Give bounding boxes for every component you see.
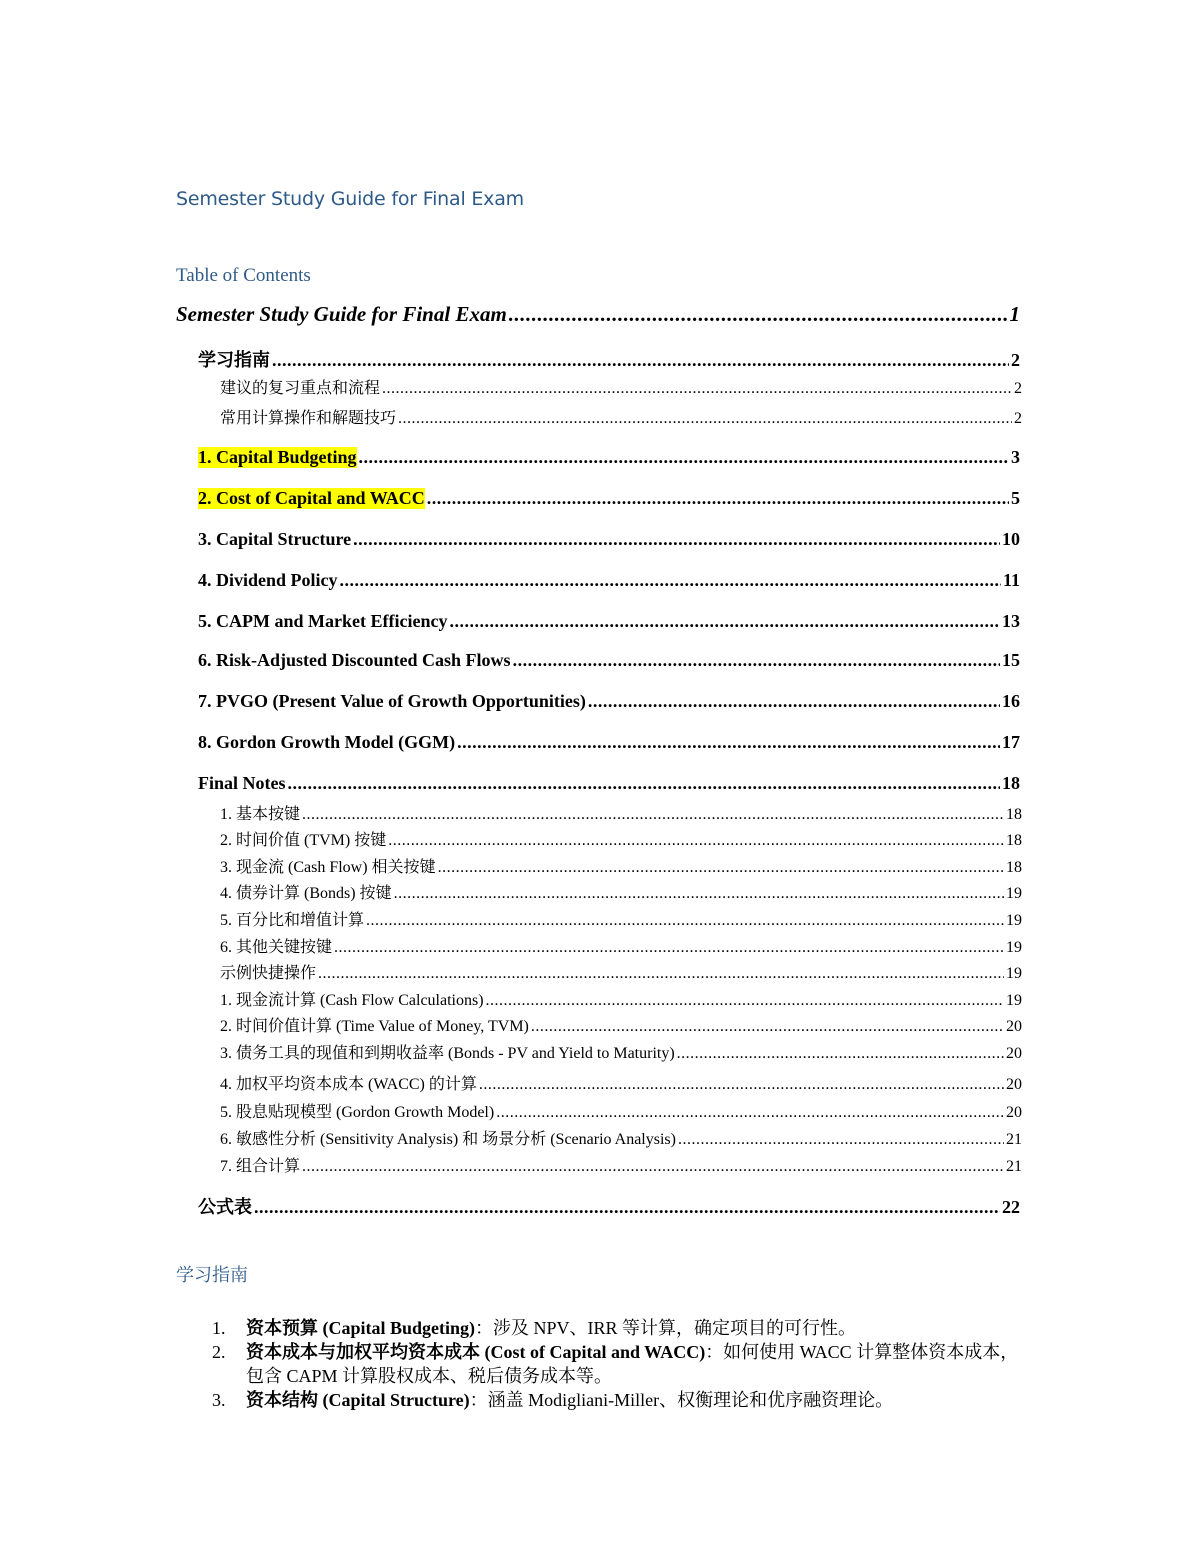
toc-entry-label: 公式表 <box>198 1197 252 1217</box>
list-item-term: 资本预算 (Capital Budgeting) <box>246 1318 476 1338</box>
toc-entry[interactable] <box>220 1013 1022 1036</box>
toc-leader-dots <box>382 380 1012 398</box>
toc-entry[interactable] <box>220 405 1022 428</box>
toc-leader-dots <box>366 912 1004 930</box>
toc-leader-dots <box>254 1197 1000 1218</box>
toc-entry-page: 19 <box>1006 992 1022 1009</box>
toc-entry-label: 6. 其他关键按键 <box>220 939 333 956</box>
toc-leader-dots <box>398 410 1012 428</box>
list-item-term: 资本成本与加权平均资本成本 (Cost of Capital and WACC) <box>246 1342 706 1362</box>
toc-entry[interactable] <box>198 447 1020 468</box>
toc-leader-dots <box>388 832 1004 850</box>
toc-entry[interactable] <box>220 827 1022 850</box>
toc-leader-dots <box>509 302 1008 327</box>
toc-entry-label: 5. 百分比和增值计算 <box>220 912 365 929</box>
toc-entry-page: 2 <box>1014 380 1022 397</box>
toc-leader-dots <box>394 885 1004 903</box>
toc-entry[interactable] <box>220 1126 1022 1149</box>
toc-leader-dots <box>334 939 1004 957</box>
toc-entry-label: 4. 债券计算 (Bonds) 按键 <box>220 885 392 902</box>
toc-leader-dots <box>531 1018 1004 1036</box>
list-item <box>176 1340 1026 1388</box>
toc-leader-dots <box>318 965 1004 983</box>
toc-entry-page: 20 <box>1006 1076 1022 1093</box>
toc-entry[interactable] <box>220 375 1022 398</box>
toc-entry-label: 8. Gordon Growth Model (GGM) <box>198 732 456 752</box>
toc-entry-label: 2. 时间价值计算 (Time Value of Money, TVM) <box>220 1018 529 1035</box>
toc-entry-page: 3 <box>1011 447 1020 467</box>
toc-entry[interactable] <box>198 732 1020 753</box>
toc-leader-dots <box>302 806 1004 824</box>
toc-entry[interactable] <box>198 570 1020 591</box>
toc-entry-label: Semester Study Guide for Final Exam <box>176 302 507 326</box>
toc-entry-page: 18 <box>1006 859 1022 876</box>
toc-entry[interactable] <box>198 773 1020 794</box>
toc-entry-page: 2 <box>1011 350 1020 370</box>
toc-entry-page: 5 <box>1011 488 1020 508</box>
list-item-text <box>246 1388 1026 1412</box>
numbered-list <box>176 1316 1026 1412</box>
toc-leader-dots <box>588 691 1000 712</box>
toc-entry-page: 22 <box>1002 1197 1020 1217</box>
toc-entry[interactable] <box>220 934 1022 957</box>
toc-leader-dots <box>486 992 1004 1010</box>
toc-entry-label: 建议的复习重点和流程 <box>220 380 381 397</box>
toc-entry-label: 6. 敏感性分析 (Sensitivity Analysis) 和 场景分析 (Scenario Analysis) <box>220 1131 676 1148</box>
toc-entry-label: 5. 股息贴现模型 (Gordon Growth Model) <box>220 1104 495 1121</box>
toc-entry-page: 18 <box>1002 773 1020 793</box>
toc-entry[interactable] <box>198 1193 1020 1219</box>
toc-entry-label: 5. CAPM and Market Efficiency <box>198 611 448 631</box>
toc-entry[interactable] <box>220 1040 1022 1063</box>
list-item-text <box>246 1316 1026 1340</box>
toc-entry-label: 3. Capital Structure <box>198 529 352 549</box>
toc-leader-dots <box>677 1045 1004 1063</box>
toc-entry-page: 18 <box>1006 832 1022 849</box>
toc-entry[interactable] <box>220 801 1022 824</box>
list-item-description: ：如何使用 WACC 计算整体资本成本，包含 CAPM 计算股权成本、税后债务成本等。 <box>246 1342 1019 1386</box>
toc-entry-page: 10 <box>1002 529 1020 549</box>
toc-entry-label: 1. Capital Budgeting <box>198 447 357 467</box>
list-item-term: 资本结构 (Capital Structure) <box>246 1390 470 1410</box>
list-item-number: 3. <box>212 1390 226 1410</box>
toc-leader-dots <box>288 773 1001 794</box>
toc-entry-page: 2 <box>1014 410 1022 427</box>
toc-leader-dots <box>340 570 1001 591</box>
toc-entry-label: 4. 加权平均资本成本 (WACC) 的计算 <box>220 1076 477 1093</box>
toc-entry-page: 20 <box>1006 1018 1022 1035</box>
toc-entry-page: 19 <box>1006 912 1022 929</box>
list-item-description: ：涉及 NPV、IRR 等计算，确定项目的可行性。 <box>475 1318 857 1338</box>
toc-entry-label: 常用计算操作和解题技巧 <box>220 410 397 427</box>
list-item-number: 1. <box>212 1318 226 1338</box>
toc-leader-dots <box>513 650 1000 671</box>
toc-entry[interactable] <box>220 1099 1022 1122</box>
list-item-text <box>246 1340 1026 1388</box>
toc-entry-page: 19 <box>1006 885 1022 902</box>
toc-entry-page: 18 <box>1006 806 1022 823</box>
toc-entry-page: 19 <box>1006 939 1022 956</box>
toc-entry-label: 2. 时间价值 (TVM) 按键 <box>220 832 387 849</box>
toc-leader-dots <box>272 350 1009 371</box>
toc-entry-page: 19 <box>1006 965 1022 982</box>
toc-entry[interactable] <box>176 302 1020 327</box>
toc-entry-page: 16 <box>1002 691 1020 711</box>
list-item <box>176 1388 1026 1412</box>
toc-entry-page: 15 <box>1002 650 1020 670</box>
toc-leader-dots <box>438 859 1004 877</box>
section-heading: 学习指南 <box>176 1265 248 1286</box>
list-item <box>176 1316 1026 1340</box>
toc-entry[interactable] <box>220 907 1022 930</box>
toc-entry-page: 20 <box>1006 1045 1022 1062</box>
toc-entry[interactable] <box>220 1153 1022 1176</box>
toc-entry[interactable] <box>198 650 1020 671</box>
toc-entry[interactable] <box>220 854 1022 877</box>
toc-entry[interactable] <box>220 880 1022 903</box>
toc-entry[interactable] <box>220 1071 1022 1094</box>
toc-entry-label: 3. 债务工具的现值和到期收益率 (Bonds - PV and Yield to Maturity) <box>220 1045 675 1062</box>
toc-entry[interactable] <box>198 691 1020 712</box>
toc-entry-label: Final Notes <box>198 773 286 793</box>
toc-entry-label: 示例快捷操作 <box>220 965 317 982</box>
toc-entry-page: 1 <box>1009 302 1020 326</box>
toc-entry[interactable] <box>198 529 1020 550</box>
toc-entry[interactable] <box>198 611 1020 632</box>
toc-leader-dots <box>353 529 1000 550</box>
toc-entry-page: 21 <box>1006 1158 1022 1175</box>
list-item-description: ：涵盖 Modigliani-Miller、权衡理论和优序融资理论。 <box>469 1390 894 1410</box>
toc-leader-dots <box>496 1104 1004 1122</box>
toc-entry-label: 7. PVGO (Present Value of Growth Opportunities) <box>198 691 586 711</box>
toc-entry-page: 13 <box>1002 611 1020 631</box>
toc-leader-dots <box>302 1158 1004 1176</box>
list-item-number: 2. <box>212 1342 226 1362</box>
toc-entry-label: 4. Dividend Policy <box>198 570 338 590</box>
document-title: Semester Study Guide for Final Exam <box>176 188 524 210</box>
toc-leader-dots <box>678 1131 1004 1149</box>
toc-entry-label: 学习指南 <box>198 350 270 370</box>
toc-leader-dots <box>449 611 1000 632</box>
toc-entry[interactable] <box>198 346 1020 372</box>
toc-leader-dots <box>427 488 1009 509</box>
toc-entry[interactable] <box>220 987 1022 1010</box>
toc-leader-dots <box>359 447 1009 468</box>
toc-entry-page: 21 <box>1006 1131 1022 1148</box>
toc-entry-page: 20 <box>1006 1104 1022 1121</box>
toc-entry[interactable] <box>198 488 1020 509</box>
toc-entry[interactable] <box>220 960 1022 983</box>
toc-entry-label: 3. 现金流 (Cash Flow) 相关按键 <box>220 859 436 876</box>
toc-entry-label: 2. Cost of Capital and WACC <box>198 488 425 508</box>
toc-entry-label: 7. 组合计算 <box>220 1158 301 1175</box>
toc-entry-label: 1. 现金流计算 (Cash Flow Calculations) <box>220 992 484 1009</box>
toc-entry-label: 6. Risk-Adjusted Discounted Cash Flows <box>198 650 511 670</box>
toc-entry-page: 11 <box>1002 570 1020 590</box>
toc-leader-dots <box>457 732 1000 753</box>
toc-entry-page: 17 <box>1002 732 1020 752</box>
toc-heading: Table of Contents <box>176 265 311 286</box>
toc-leader-dots <box>479 1076 1004 1094</box>
toc-entry-label: 1. 基本按键 <box>220 806 301 823</box>
